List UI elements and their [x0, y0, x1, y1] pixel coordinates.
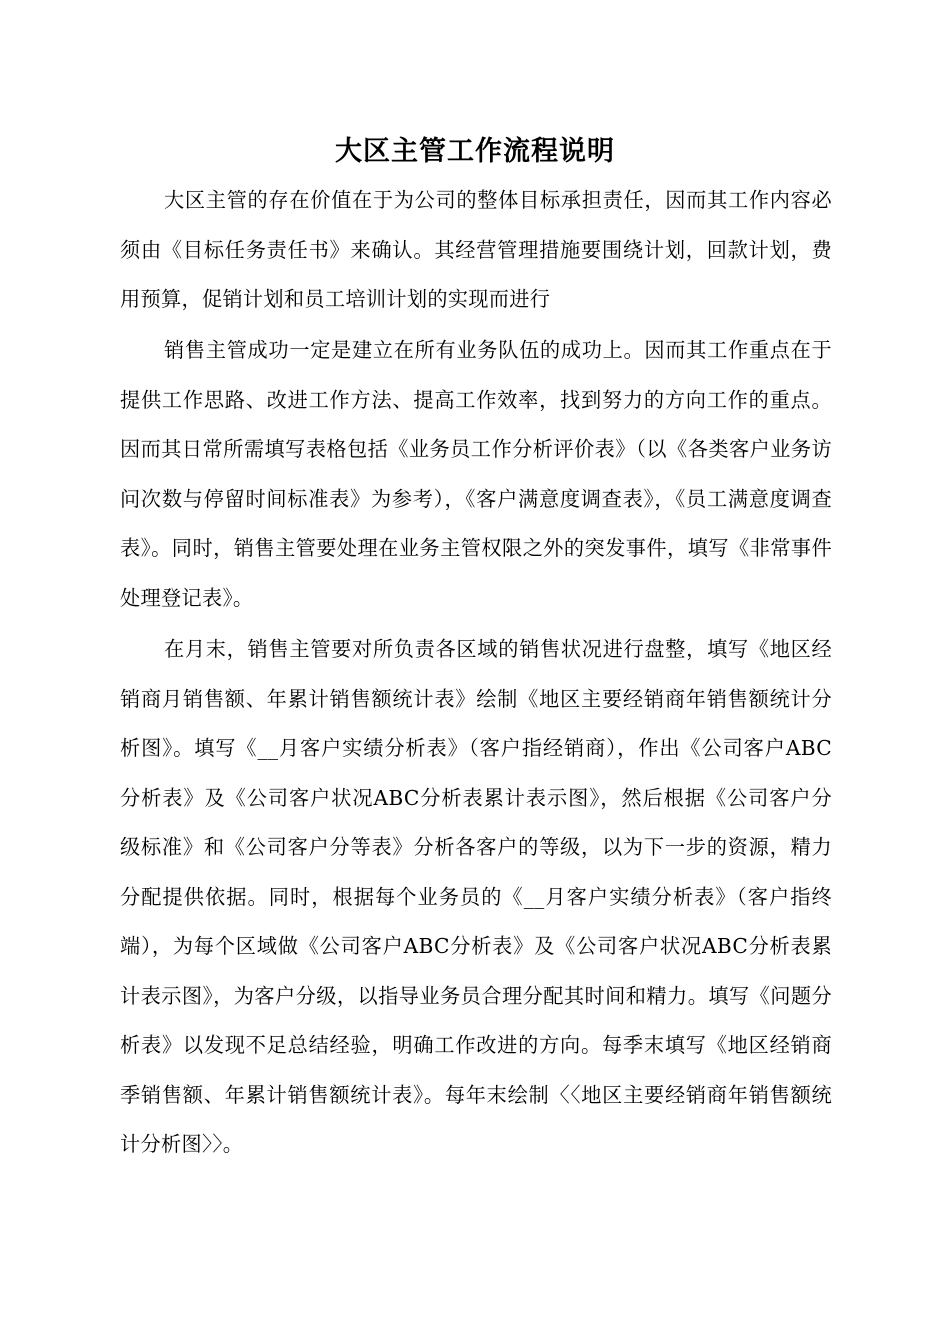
paragraph-intro: 大区主管的存在价值在于为公司的整体目标承担责任，因而其工作内容必须由《目标任务责任书》来确认。其经营管理措施要围绕计划，回款计划，费用预算，促销计划和员工培训计划的实现而进行	[120, 188, 832, 311]
paragraph-sales-supervisor: 销售主管成功一定是建立在所有业务队伍的成功上。因而其工作重点在于提供工作思路、改进工作方法、提高工作效率，找到努力的方向工作的重点。因而其日常所需填写表格包括《业务员工作分析评价表》（以《各类客户业务访问次数与停留时间标准表》为参考），《客户满意度调查表》，《员工满意度调查表》。同时，销售主管要处理在业务主管权限之外的突发事件，填写《非常事件处理登记表》。	[120, 338, 832, 610]
page-title: 大区主管工作流程说明	[335, 136, 615, 167]
paragraph-month-end: 在月末，销售主管要对所负责各区域的销售状况进行盘整，填写《地区经销商月销售额、年累计销售额统计表》绘制《地区主要经销商年销售额统计分析图》。填写《__月客户实绩分析表》（客户指经销商），作出《公司客户ABC分析表》及《公司客户状况ABC分析表累计表示图》，然后根据《公司客户分级标准》和《公司客户分等表》分析各客户的等级，以为下一步的资源，精力分配提供依据。同时，根据每个业务员的《__月客户实绩分析表》（客户指终端），为每个区域做《公司客户ABC分析表》及《公司客户状况ABC分析表累计表示图》，为客户分级，以指导业务员合理分配其时间和精力。填写《问题分析表》以发现不足总结经验，明确工作改进的方向。每季末填写《地区经销商季销售额、年累计销售额统计表》。每年末绘制〈〈地区主要经销商年销售额统计分析图〉〉。	[120, 637, 832, 1156]
